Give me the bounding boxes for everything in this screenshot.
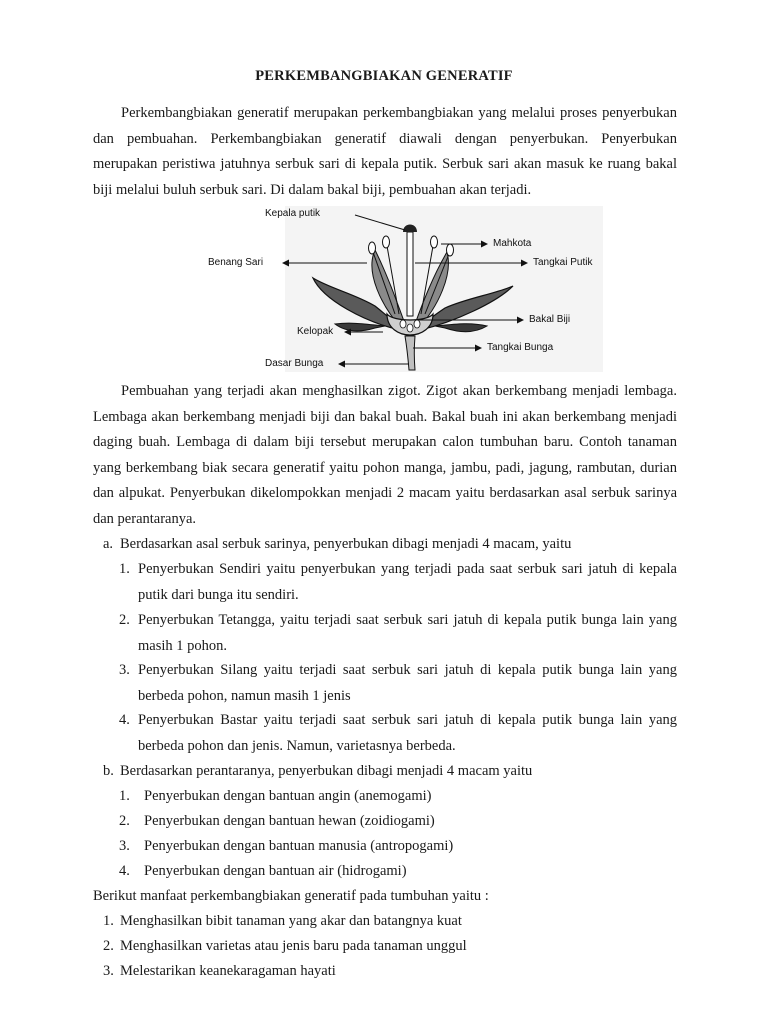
list-b-item-3-num: 3. [119,838,130,854]
paragraph-pembuahan: Pembuahan yang terjadi akan menghasilkan zigot. Zigot akan berkembang menjadi lembaga. Lembaga akan berkembang menjadi biji dan bakal buah. Bakal buah ini akan berkembang menjadi daging buah. Lembaga di dalam biji tersebut merupakan calon tumbuhan baru. Contoh tanaman yang berkembang biak secara generatif yaitu pohon manga, jambu, padi, jagung, rambutan, durian dan alpukat. Penyerbukan dikelompokkan menjadi 2 macam yaitu berdasarkan asal serbuk sarinya dan perantaranya. [93,383,677,527]
list-a-item-3-text: Penyerbukan Silang yaitu terjadi saat serbuk sari jatuh di kepala putik bunga lain yang berbeda pohon, namun masih 1 jenis [138,662,677,704]
label-dasar-bunga: Dasar Bunga [265,358,324,369]
list-a-item-2-num: 2. [119,612,130,628]
benefit-1-text: Menghasilkan bibit tanaman yang akar dan batangnya kuat [120,913,462,929]
anther-2 [383,236,390,248]
ovule-3 [414,320,420,328]
label-tangkai-putik: Tangkai Putik [533,257,593,268]
list-b-marker: b. [103,763,114,779]
list-b-item-3-text: Penyerbukan dengan bantuan manusia (antropogami) [144,838,454,854]
anther-3 [431,236,438,248]
list-a-text: Berdasarkan asal serbuk sarinya, penyerbukan dibagi menjadi 4 macam, yaitu [120,536,572,552]
list-b-item-2-num: 2. [119,813,130,829]
benefit-3-num: 3. [103,963,114,979]
list-a-item-4-num: 4. [119,712,130,728]
label-benang-sari: Benang Sari [208,257,264,268]
ovule-2 [407,324,413,332]
list-b-item-4-num: 4. [119,863,130,879]
paragraph-intro: Perkembangbiakan generatif merupakan perkembangbiakan yang melalui proses penyerbukan dan pembuahan. Perkembangbiakan generatif diawali dengan penyerbukan. Penyerbukan merupakan peristiwa jatuhnya serbuk sari di kepala putik. Serbuk sari akan masuk ke ruang bakal biji melalui buluh serbuk sari. Di dalam bakal biji, pembuahan akan terjadi. [93,105,677,198]
list-a-item-4-text: Penyerbukan Bastar yaitu terjadi saat serbuk sari jatuh di kepala putik bunga lain yang berbeda pohon dan jenis. Namun, varietasnya berbeda. [138,712,677,754]
list-a-item-2-text: Penyerbukan Tetangga, yaitu terjadi saat serbuk sari jatuh di kepala putik bunga lain yang masih 1 pohon. [138,612,677,654]
list-b-item-4-text: Penyerbukan dengan bantuan air (hidrogami) [144,863,407,879]
label-kepala-putik: Kepala putik [265,208,321,219]
list-b-item-1-num: 1. [119,788,130,804]
list-b-text: Berdasarkan perantaranya, penyerbukan dibagi menjadi 4 macam yaitu [120,763,533,779]
anther-1 [369,242,376,254]
label-tangkai-bunga: Tangkai Bunga [487,342,554,353]
flower-diagram [205,202,605,374]
list-a-item-1-num: 1. [119,561,130,577]
list-a-marker: a. [103,536,114,552]
document-title: PERKEMBANGBIAKAN GENERATIF [255,68,513,84]
ovule-1 [400,320,406,328]
list-a-item-3-num: 3. [119,662,130,678]
pistil-style [407,232,413,316]
benefit-2-text: Menghasilkan varietas atau jenis baru pada tanaman unggul [120,938,467,954]
list-a-item-1-text: Penyerbukan Sendiri yaitu penyerbukan yang terjadi pada saat serbuk sari jatuh di kepala putik dari bunga itu sendiri. [138,561,677,603]
benefit-2-num: 2. [103,938,114,954]
label-kelopak: Kelopak [297,326,334,337]
benefits-intro: Berikut manfaat perkembangbiakan generatif pada tumbuhan yaitu : [93,888,489,904]
list-b-item-2-text: Penyerbukan dengan bantuan hewan (zoidiogami) [144,813,435,829]
label-bakal-biji: Bakal Biji [529,314,571,325]
anther-4 [447,244,454,256]
benefit-1-num: 1. [103,913,114,929]
label-mahkota: Mahkota [493,238,532,249]
benefit-3-text: Melestarikan keanekaragaman hayati [120,963,336,979]
list-b-item-1-text: Penyerbukan dengan bantuan angin (anemogami) [144,788,432,804]
